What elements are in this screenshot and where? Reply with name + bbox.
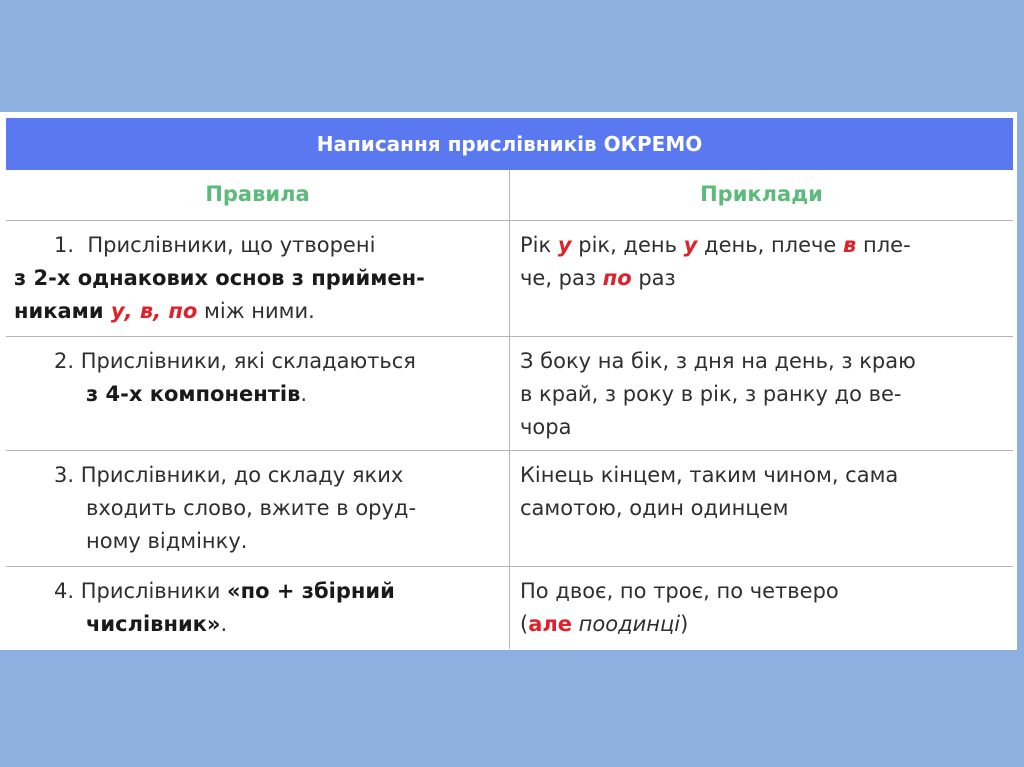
- table-row: [6, 567, 1013, 649]
- table-title: Написання прислівників ОКРЕМО: [6, 118, 1013, 170]
- rule-bold-text: «по + збірний: [227, 579, 395, 603]
- example-cell: [510, 451, 1013, 566]
- rule-bold-text: числівник»: [86, 612, 221, 636]
- example-text: [520, 608, 997, 641]
- rule-text: [14, 295, 495, 328]
- rule-text: 1. Прислівники, що утворені: [54, 233, 376, 257]
- table-row: [6, 221, 1013, 337]
- rule-text: .: [220, 612, 228, 636]
- example-text: [520, 229, 997, 262]
- example-cell: [510, 567, 1013, 649]
- rule-text: .: [300, 382, 308, 406]
- rule-text: 2. Прислівники, які складаються: [54, 349, 416, 373]
- example-text: чора: [520, 415, 572, 439]
- rule-text: [14, 575, 495, 608]
- rule-text: [14, 262, 495, 295]
- example-text: в край, з року в рік, з ранку до ве-: [520, 382, 902, 406]
- example-cell: [510, 221, 1013, 336]
- example-text: рік, день: [571, 233, 684, 257]
- rule-bold-text: з 4-х компонентів: [86, 382, 301, 406]
- rule-text: ному відмінку.: [86, 529, 248, 553]
- rule-text: [14, 229, 495, 262]
- example-text: пле-: [856, 233, 911, 257]
- example-text: день, плече: [697, 233, 844, 257]
- example-text: че, раз: [520, 266, 603, 290]
- rule-text: 4. Прислівники: [54, 579, 228, 603]
- table-row: [6, 337, 1013, 451]
- highlight-text: по: [602, 266, 632, 290]
- rule-cell: [6, 337, 510, 450]
- highlight-text: у, в, по: [110, 299, 198, 323]
- example-text: (: [520, 612, 529, 636]
- slide-frame: [0, 112, 1017, 650]
- example-text: [520, 262, 997, 295]
- highlight-text: але: [528, 612, 572, 636]
- example-text: Рік: [520, 233, 558, 257]
- table-header-row: [6, 170, 1013, 221]
- example-text: раз: [631, 266, 676, 290]
- example-text: З боку на бік, з дня на день, з краю: [520, 349, 916, 373]
- header-rules: Правила: [6, 170, 510, 220]
- rule-text: входить слово, вжите в оруд-: [86, 496, 417, 520]
- example-text: самотою, один одинцем: [520, 496, 789, 520]
- example-italic-text: поодинці: [572, 612, 681, 636]
- highlight-text: у: [557, 233, 572, 257]
- rules-table: [6, 170, 1013, 649]
- example-text: Кінець кінцем, таким чином, сама: [520, 463, 899, 487]
- rule-text: [14, 608, 495, 641]
- header-examples: Приклади: [700, 181, 823, 206]
- rule-text: [14, 378, 495, 411]
- rule-cell: [6, 451, 510, 566]
- highlight-text: у: [683, 233, 698, 257]
- rule-cell: [6, 221, 510, 336]
- example-cell: [510, 337, 1013, 450]
- rule-cell: [6, 567, 510, 649]
- rule-text: [14, 345, 495, 378]
- highlight-text: в: [843, 233, 857, 257]
- rule-bold-text: никами: [14, 299, 111, 323]
- rule-bold-text: з 2-х однакових основ з приймен-: [14, 266, 425, 290]
- table-row: [6, 451, 1013, 567]
- rule-text: 3. Прислівники, до складу яких: [54, 463, 404, 487]
- example-text: По двоє, по троє, по четверо: [520, 579, 839, 603]
- example-text: ): [680, 612, 689, 636]
- rule-text: між ними.: [197, 299, 315, 323]
